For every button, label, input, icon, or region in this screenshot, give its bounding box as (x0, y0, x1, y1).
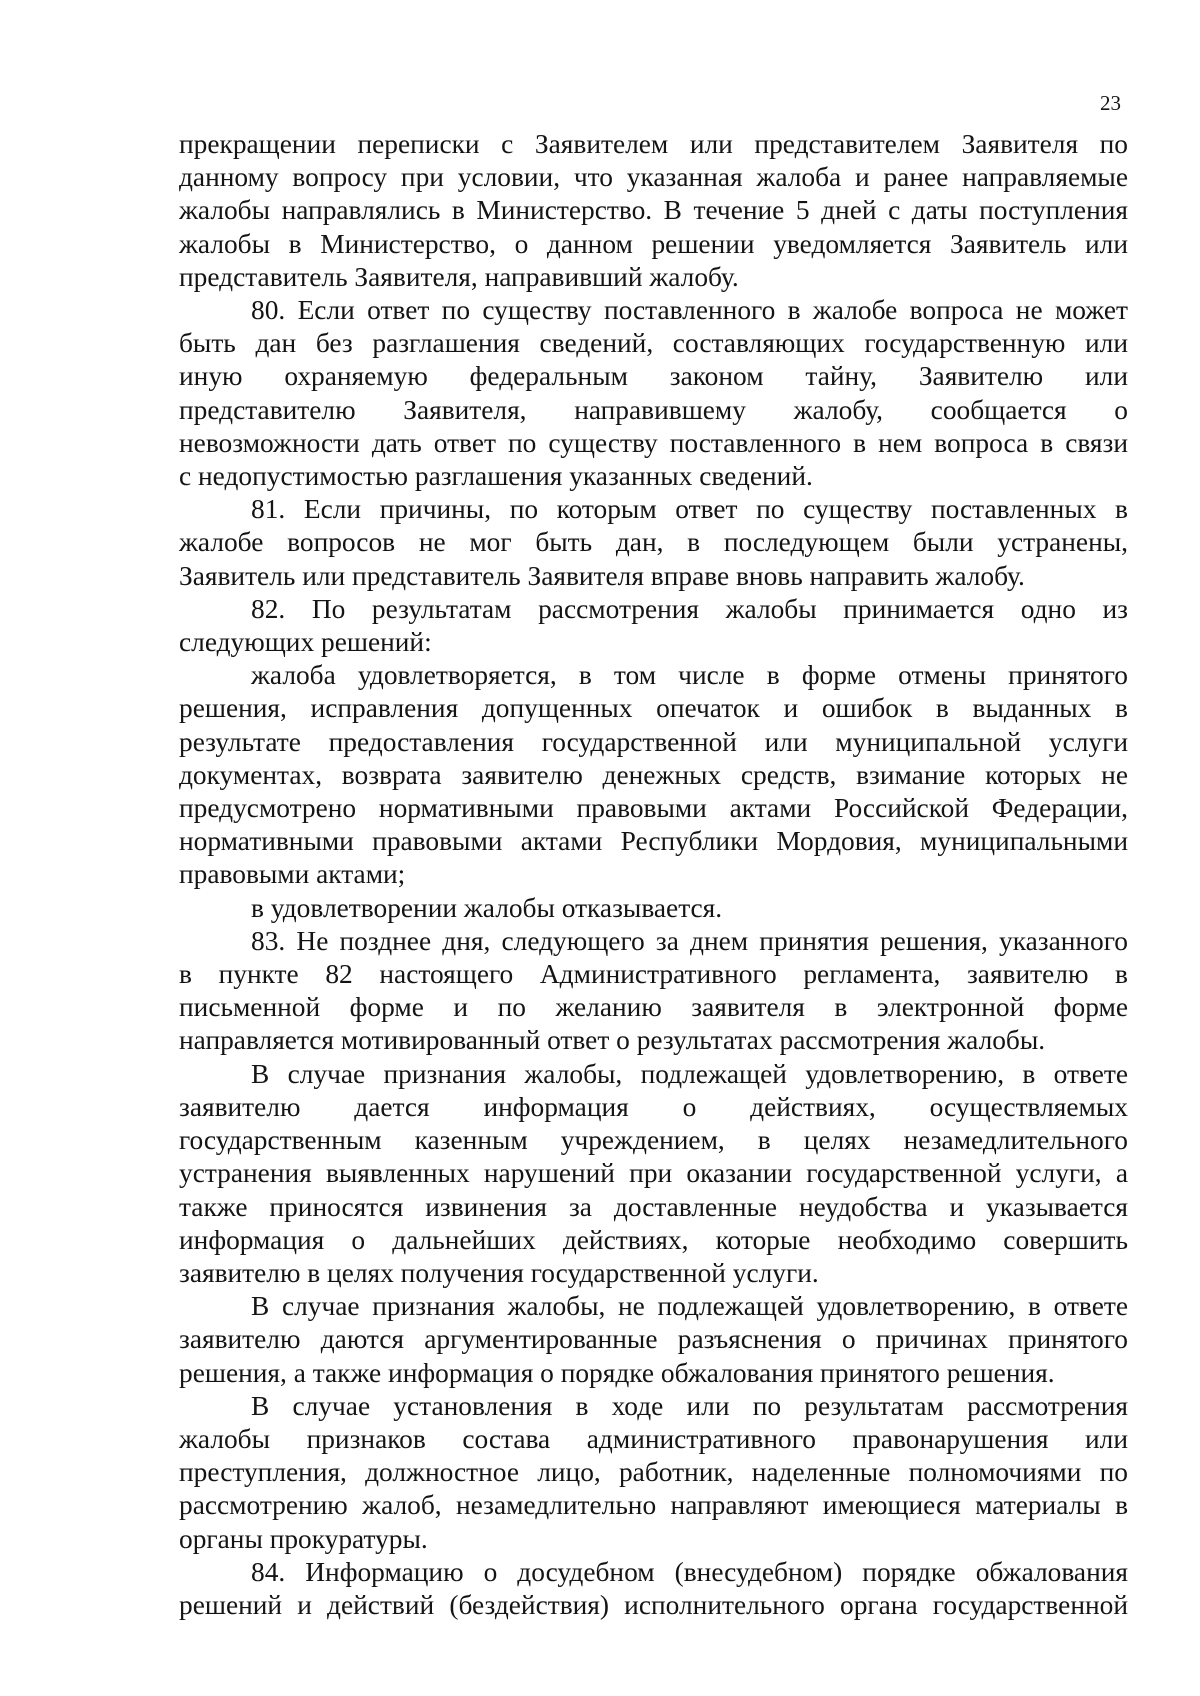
text-line: рассмотрению жалоб, незамедлительно направляют имеющиеся материалы в (179, 1490, 1128, 1521)
text-line: жалобы признаков состава административного правонарушения или (179, 1423, 1128, 1454)
text-line: решения, а также информация о порядке обжалования принятого решения. (179, 1357, 1055, 1388)
text-line: решения, исправления допущенных опечаток и ошибок в выданных в (179, 693, 1128, 724)
text-line: предусмотрено нормативными правовыми актами Российской Федерации, (179, 793, 1128, 824)
text-line: В случае признания жалобы, не подлежащей удовлетворению, в ответе (251, 1291, 1128, 1322)
text-line: невозможности дать ответ по существу поставленного в нем вопроса в связи (179, 427, 1128, 458)
text-line: В случае установления в ходе или по результатам рассмотрения (251, 1390, 1128, 1421)
text-line: преступления, должностное лицо, работник, наделенные полномочиями по (179, 1457, 1128, 1488)
text-line: 81. Если причины, по которым ответ по существу поставленных в (251, 494, 1128, 525)
text-line: документах, возврата заявителю денежных средств, взимание которых не (179, 759, 1128, 790)
text-line: нормативными правовыми актами Республики Мордовия, муниципальными (179, 826, 1128, 857)
text-line: иную охраняемую федеральным законом тайну, Заявителю или (179, 361, 1128, 392)
text-line: следующих решений: (179, 627, 432, 658)
text-line: 83. Не позднее дня, следующего за днем принятия решения, указанного (251, 925, 1128, 956)
text-line: представитель Заявителя, направивший жалобу. (179, 261, 739, 292)
page-number: 23 (1100, 91, 1121, 115)
text-line: данному вопросу при условии, что указанная жалоба и ранее направляемые (179, 162, 1128, 193)
text-line: В случае признания жалобы, подлежащей удовлетворению, в ответе (251, 1058, 1128, 1089)
text-line: жалоба удовлетворяется, в том числе в форме отмены принятого (251, 660, 1128, 691)
text-line: правовыми актами; (179, 859, 406, 890)
text-line: государственным казенным учреждением, в целях незамедлительного (179, 1125, 1128, 1156)
text-line: представителю Заявителя, направившему жалобу, сообщается о (179, 394, 1128, 425)
document-body (179, 128, 1128, 1622)
text-line: заявителю даются аргументированные разъяснения о причинах принятого (179, 1324, 1128, 1355)
text-line: информация о дальнейших действиях, которые необходимо совершить (179, 1224, 1128, 1255)
text-line: 84. Информацию о досудебном (внесудебном) порядке обжалования (251, 1556, 1128, 1587)
text-line: жалобе вопросов не мог быть дан, в последующем были устранены, (179, 527, 1128, 558)
text-line: органы прокуратуры. (179, 1523, 428, 1554)
text-line: 82. По результатам рассмотрения жалобы принимается одно из (251, 593, 1128, 624)
text-line: жалобы направлялись в Министерство. В течение 5 дней с даты поступления (179, 195, 1128, 226)
text-line: также приносятся извинения за доставленные неудобства и указывается (179, 1191, 1128, 1222)
text-line: решений и действий (бездействия) исполнительного органа государственной (179, 1589, 1128, 1620)
text-line: прекращении переписки с Заявителем или представителем Заявителя по (179, 129, 1128, 159)
text-line: быть дан без разглашения сведений, составляющих государственную или (179, 328, 1128, 359)
text-line: 80. Если ответ по существу поставленного в жалобе вопроса не может (251, 295, 1128, 326)
text-line: жалобы в Министерство, о данном решении уведомляется Заявитель или (179, 228, 1128, 259)
text-line: Заявитель или представитель Заявителя вправе вновь направить жалобу. (179, 560, 1025, 591)
text-line: с недопустимостью разглашения указанных сведений. (179, 461, 813, 492)
text-line: в пункте 82 настоящего Административного регламента, заявителю в (179, 959, 1128, 990)
text-line: направляется мотивированный ответ о результатах рассмотрения жалобы. (179, 1025, 1046, 1056)
text-line: заявителю в целях получения государственной услуги. (179, 1257, 819, 1288)
text-line: заявителю дается информация о действиях, осуществляемых (179, 1091, 1128, 1122)
text-line: устранения выявленных нарушений при оказании государственной услуги, а (179, 1158, 1128, 1189)
text-line: письменной форме и по желанию заявителя в электронной форме (179, 992, 1128, 1023)
text-line: в удовлетворении жалобы отказывается. (251, 892, 723, 923)
text-line: результате предоставления государственной или муниципальной услуги (179, 726, 1128, 757)
